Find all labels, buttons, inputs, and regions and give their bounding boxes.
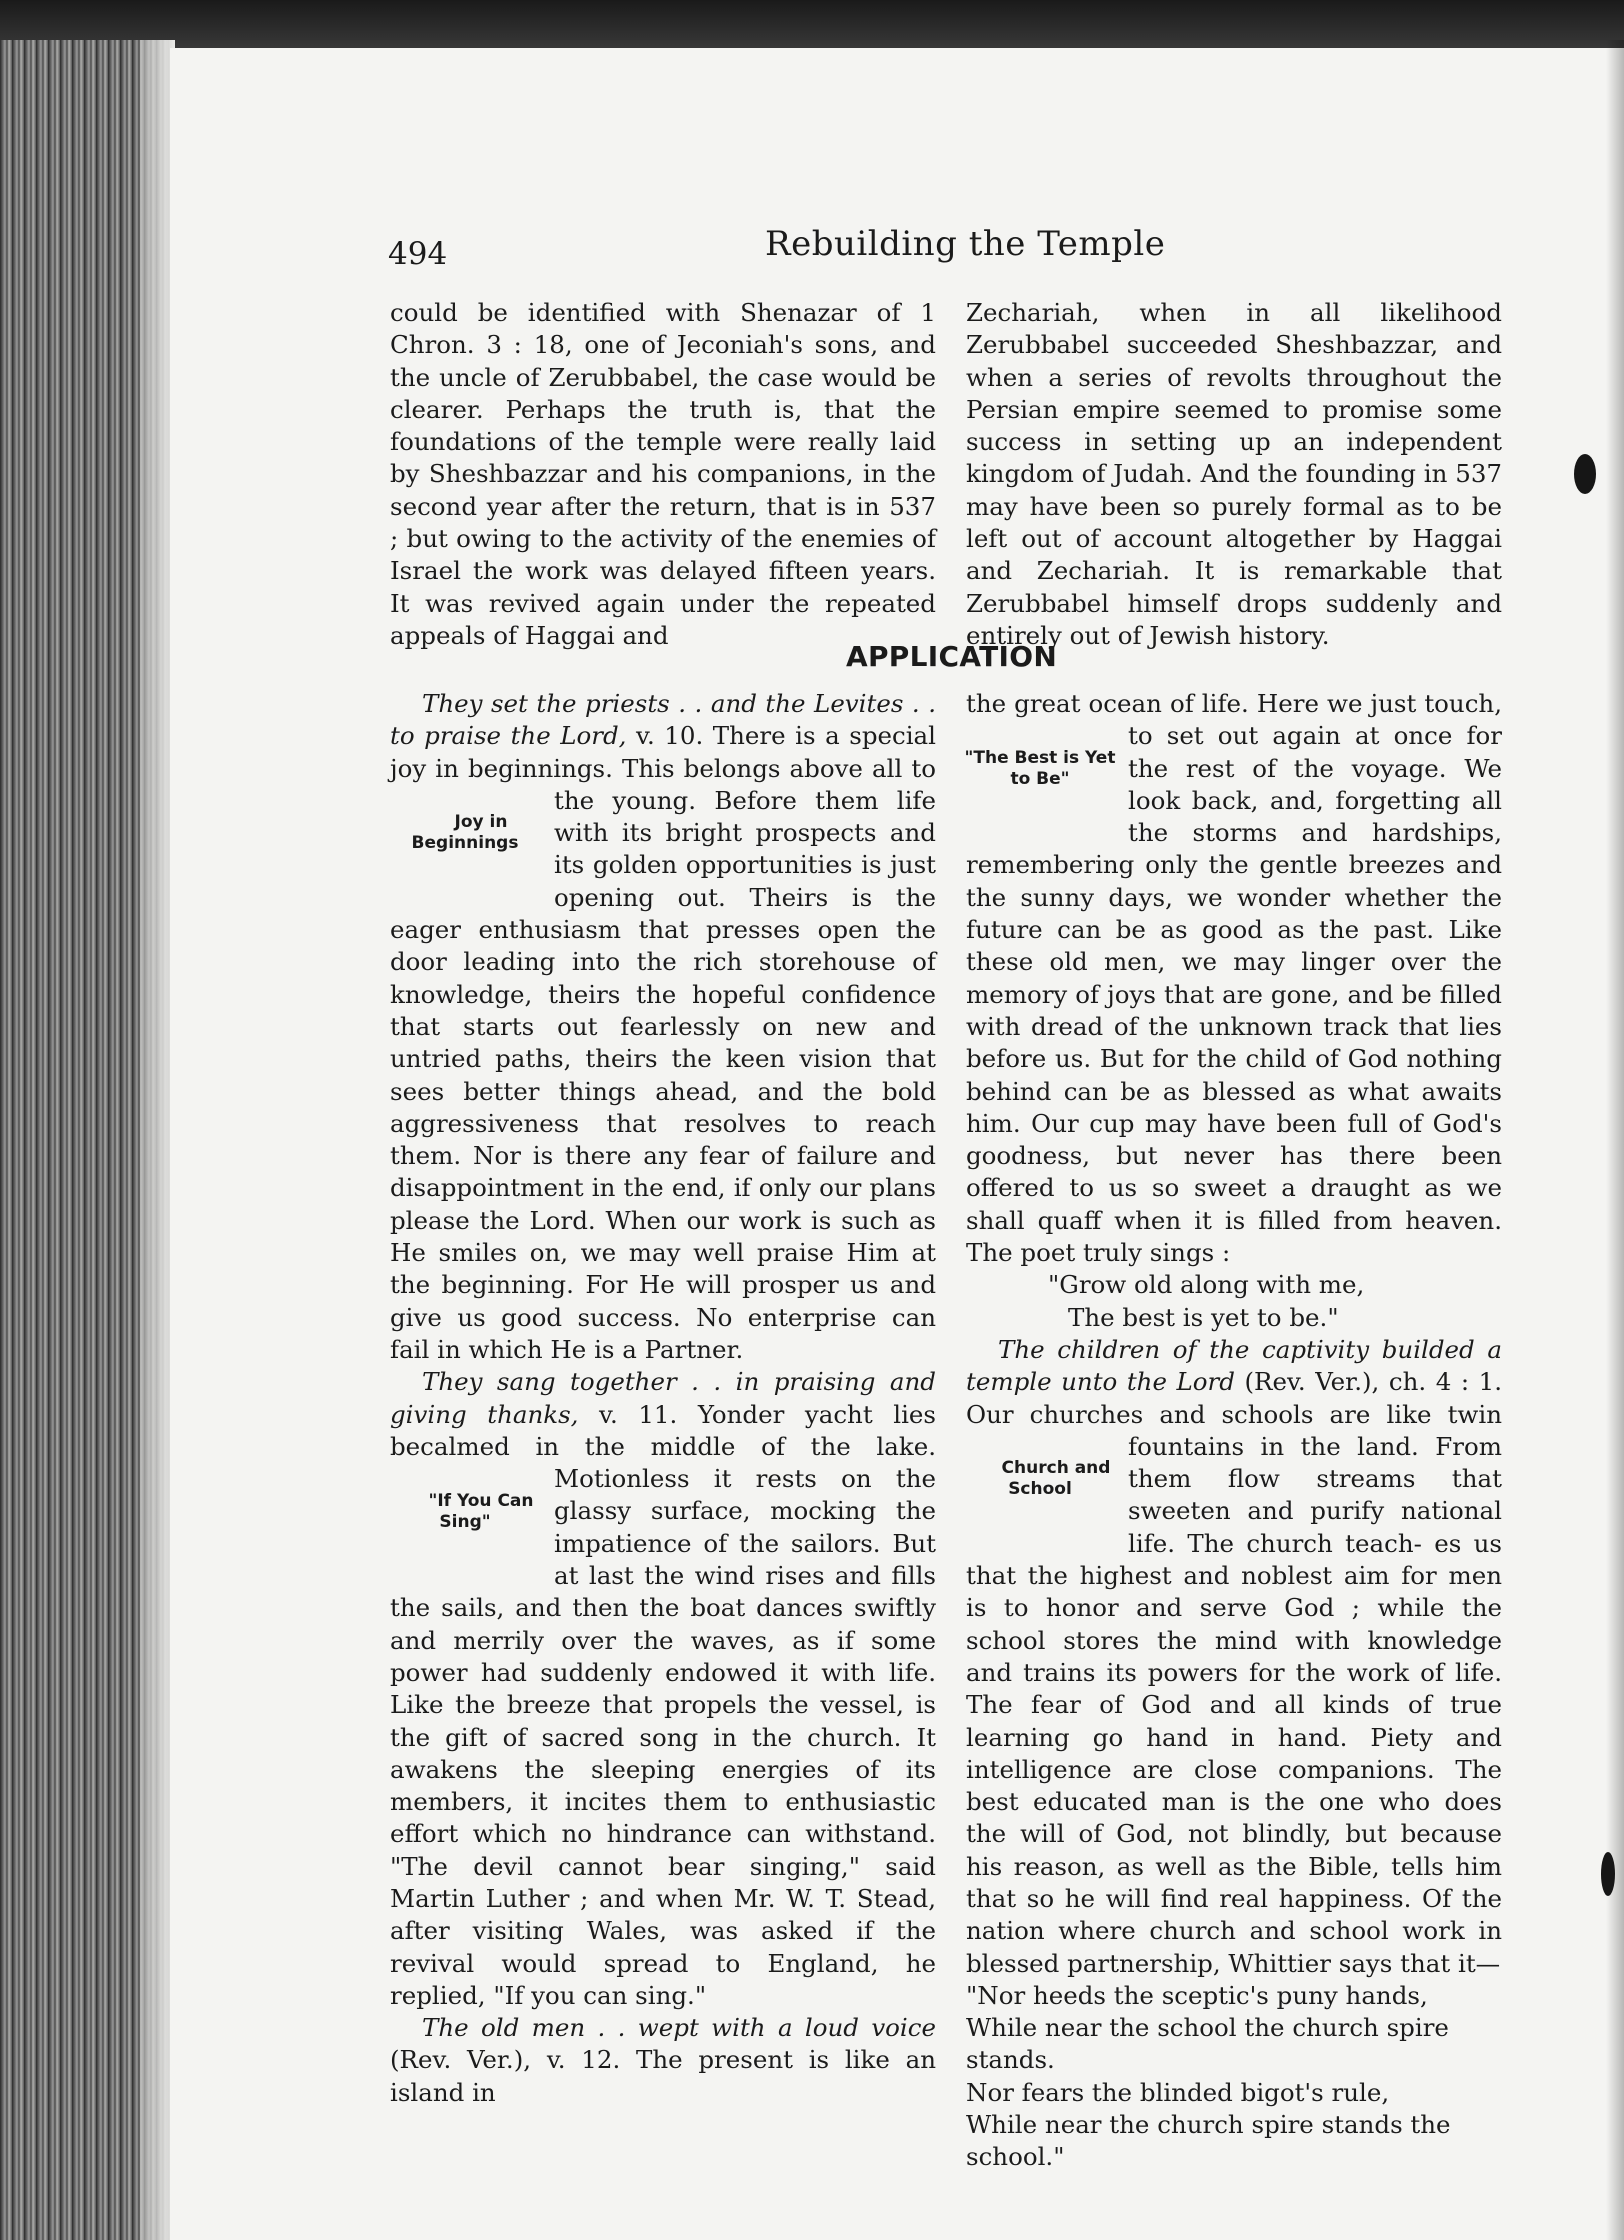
poem-line: The best is yet to be." <box>1068 1302 1339 1332</box>
text: (Rev. Ver.), v. 12. The present is like an island in <box>390 2045 936 2107</box>
paragraph-old-men <box>390 2012 936 2109</box>
book-page-edges <box>0 40 175 2240</box>
poem-line: While near the school the church spire stands. <box>966 2013 1449 2075</box>
margin-note-best-is-yet-to-be: "The Best is Yet to Be" <box>964 747 1116 789</box>
right-column <box>966 688 1502 2174</box>
scripture-quote: The children of the captivity builded a temple unto the Lord <box>966 1334 1502 1397</box>
page-number: 494 <box>388 236 448 272</box>
paragraph: Zechariah, when in all likelihood Zerubbabel succeeded Sheshbazzar, and when a series of revolts throughout the Persian empire seemed to promise some success in setting up an independent kingdom of Judah. And the founding in 537 may have been so purely formal as to be left out of account altogether by Haggai and Zechariah. It is remarkable that Zerubbabel himself drops suddenly and entirely out of Jewish history. <box>966 298 1502 650</box>
section-title: APPLICATION <box>846 640 1058 673</box>
poem-line: Nor fears the blinded bigot's rule, <box>966 2077 1390 2107</box>
margin-note-joy-in-beginnings: Joy in Beginnings <box>411 812 519 854</box>
text: storms and hardships, remembering only the gentle breezes and the sunny days, we wonder whether the future can be as good as the past. Like these old men, we may linger over the memory of joys that are gone, and be filled with dread of the unknown track that lies before us. But for the child of God nothing behind can be as blessed as what awaits him. Our cup may have been full of God's goodness, but never has there been offered to us so sweet a draught as we shall quaff when it is filled from heaven. The poet truly sings : <box>966 818 1502 1268</box>
text: v. 10. There is a special joy in beginnings. This belongs above all to the young. <box>390 721 937 815</box>
poem-line: While near the church spire stands the school." <box>966 2110 1451 2172</box>
text: v. 11. Yonder yacht lies becalmed in the middle of the lake. Motionless it rests <box>390 1399 936 1494</box>
poem-line: "Grow old along with me, <box>1048 1270 1365 1300</box>
text: (Rev. Ver.), ch. 4 : 1. Our churches and schools are like twin fountains <box>966 1367 1502 1461</box>
text: Before them life with its bright prospects and its golden opportunities is just <box>554 785 936 880</box>
scanner-border <box>0 0 1624 52</box>
text: es us that the highest and noblest aim for men is to honor and serve God ; while the school stores the mind with knowledge and trains its powers for the work of life. The fear of God and all kinds of true learning go hand in hand. Piety and intelligence are close companions. The best educated man is the one who does the will of God, not blindly, but because his reason, as well as the Bible, tells him that so he will find real happiness. Of the nation where church and school work in blessed partnership, Whittier says that it— <box>966 1528 1502 1978</box>
running-title: Rebuilding the Temple <box>765 224 1166 264</box>
paragraph-church-school <box>966 1334 1502 1980</box>
scripture-quote: They sang together . . in praising and giving thanks, <box>390 1367 936 1429</box>
scripture-quote: The old men . . wept with a loud voice <box>422 2013 936 2043</box>
text: to set out again at once for the rest of the voyage. We look back, and, forgetting all the <box>1128 721 1502 848</box>
paragraph-sing <box>390 1366 936 2012</box>
paragraph-joy <box>390 688 936 1366</box>
top-right-column <box>966 297 1502 652</box>
text: opening out. Theirs is the eager enthusiasm that presses open the door leading into the rich storehouse of knowledge, theirs the hopeful confidence that starts out fearlessly on new and untried paths, theirs the keen vision that sees better things ahead, and the bold aggressiveness that resolves to reach them. Nor is there any fear of failure and disappointment in the end, if only our plans please the Lord. When our work is such as He smiles on, we may well praise Him at the beginning. For He will prosper us and give us good success. No enterprise can fail in which He is a Partner. <box>390 882 936 1364</box>
text: on the glassy surface, mocking the impatience of the sailors. But at last the wind rises and <box>554 1464 936 1591</box>
binding-hole <box>1574 454 1596 494</box>
left-column <box>390 688 936 2109</box>
poem-line: "Nor heeds the sceptic's puny hands, <box>966 1980 1428 2010</box>
paragraph-best-yet <box>966 688 1502 1269</box>
text: fills the sails, and then the boat dances swiftly and merrily over the waves, as if some power had suddenly endowed it with life. Like the breeze that propels the vessel, is the gift of sacred song in the church. It awakens the sleeping energies of its members, it incites them to enthusiastic effort which no hindrance can withstand. "The devil cannot bear singing," said Martin Luther ; and when Mr. W. T. Stead, after visiting Wales, was asked if the revival would spread to England, he replied, "If you can sing." <box>390 1561 936 2010</box>
scripture-quote: They set the priests . . and the Levites . . to praise the Lord, <box>390 689 936 751</box>
text: in the land. From them flow streams that sweeten and purify national life. The church teach- <box>1128 1431 1502 1558</box>
margin-note-church-and-school: Church and School <box>1001 1458 1111 1500</box>
page-shadow <box>1606 40 1624 2240</box>
text: the great ocean of life. Here we just touch, <box>966 689 1502 718</box>
paragraph: could be identified with Shenazar of 1 Chron. 3 : 18, one of Jeconiah's sons, and the uncle of Zerubbabel, the case would be clearer. Perhaps the truth is, that the foundations of the temple were really laid by Sheshbazzar and his companions, in the second year after the return, that is in 537 ; but owing to the activity of the enemies of Israel the work was delayed fifteen years. It was revived again under the repeated appeals of Haggai and <box>390 298 936 650</box>
top-left-column <box>390 297 936 652</box>
margin-note-if-you-can-sing: "If You Can Sing" <box>428 1490 534 1532</box>
binding-hole <box>1601 1852 1615 1896</box>
